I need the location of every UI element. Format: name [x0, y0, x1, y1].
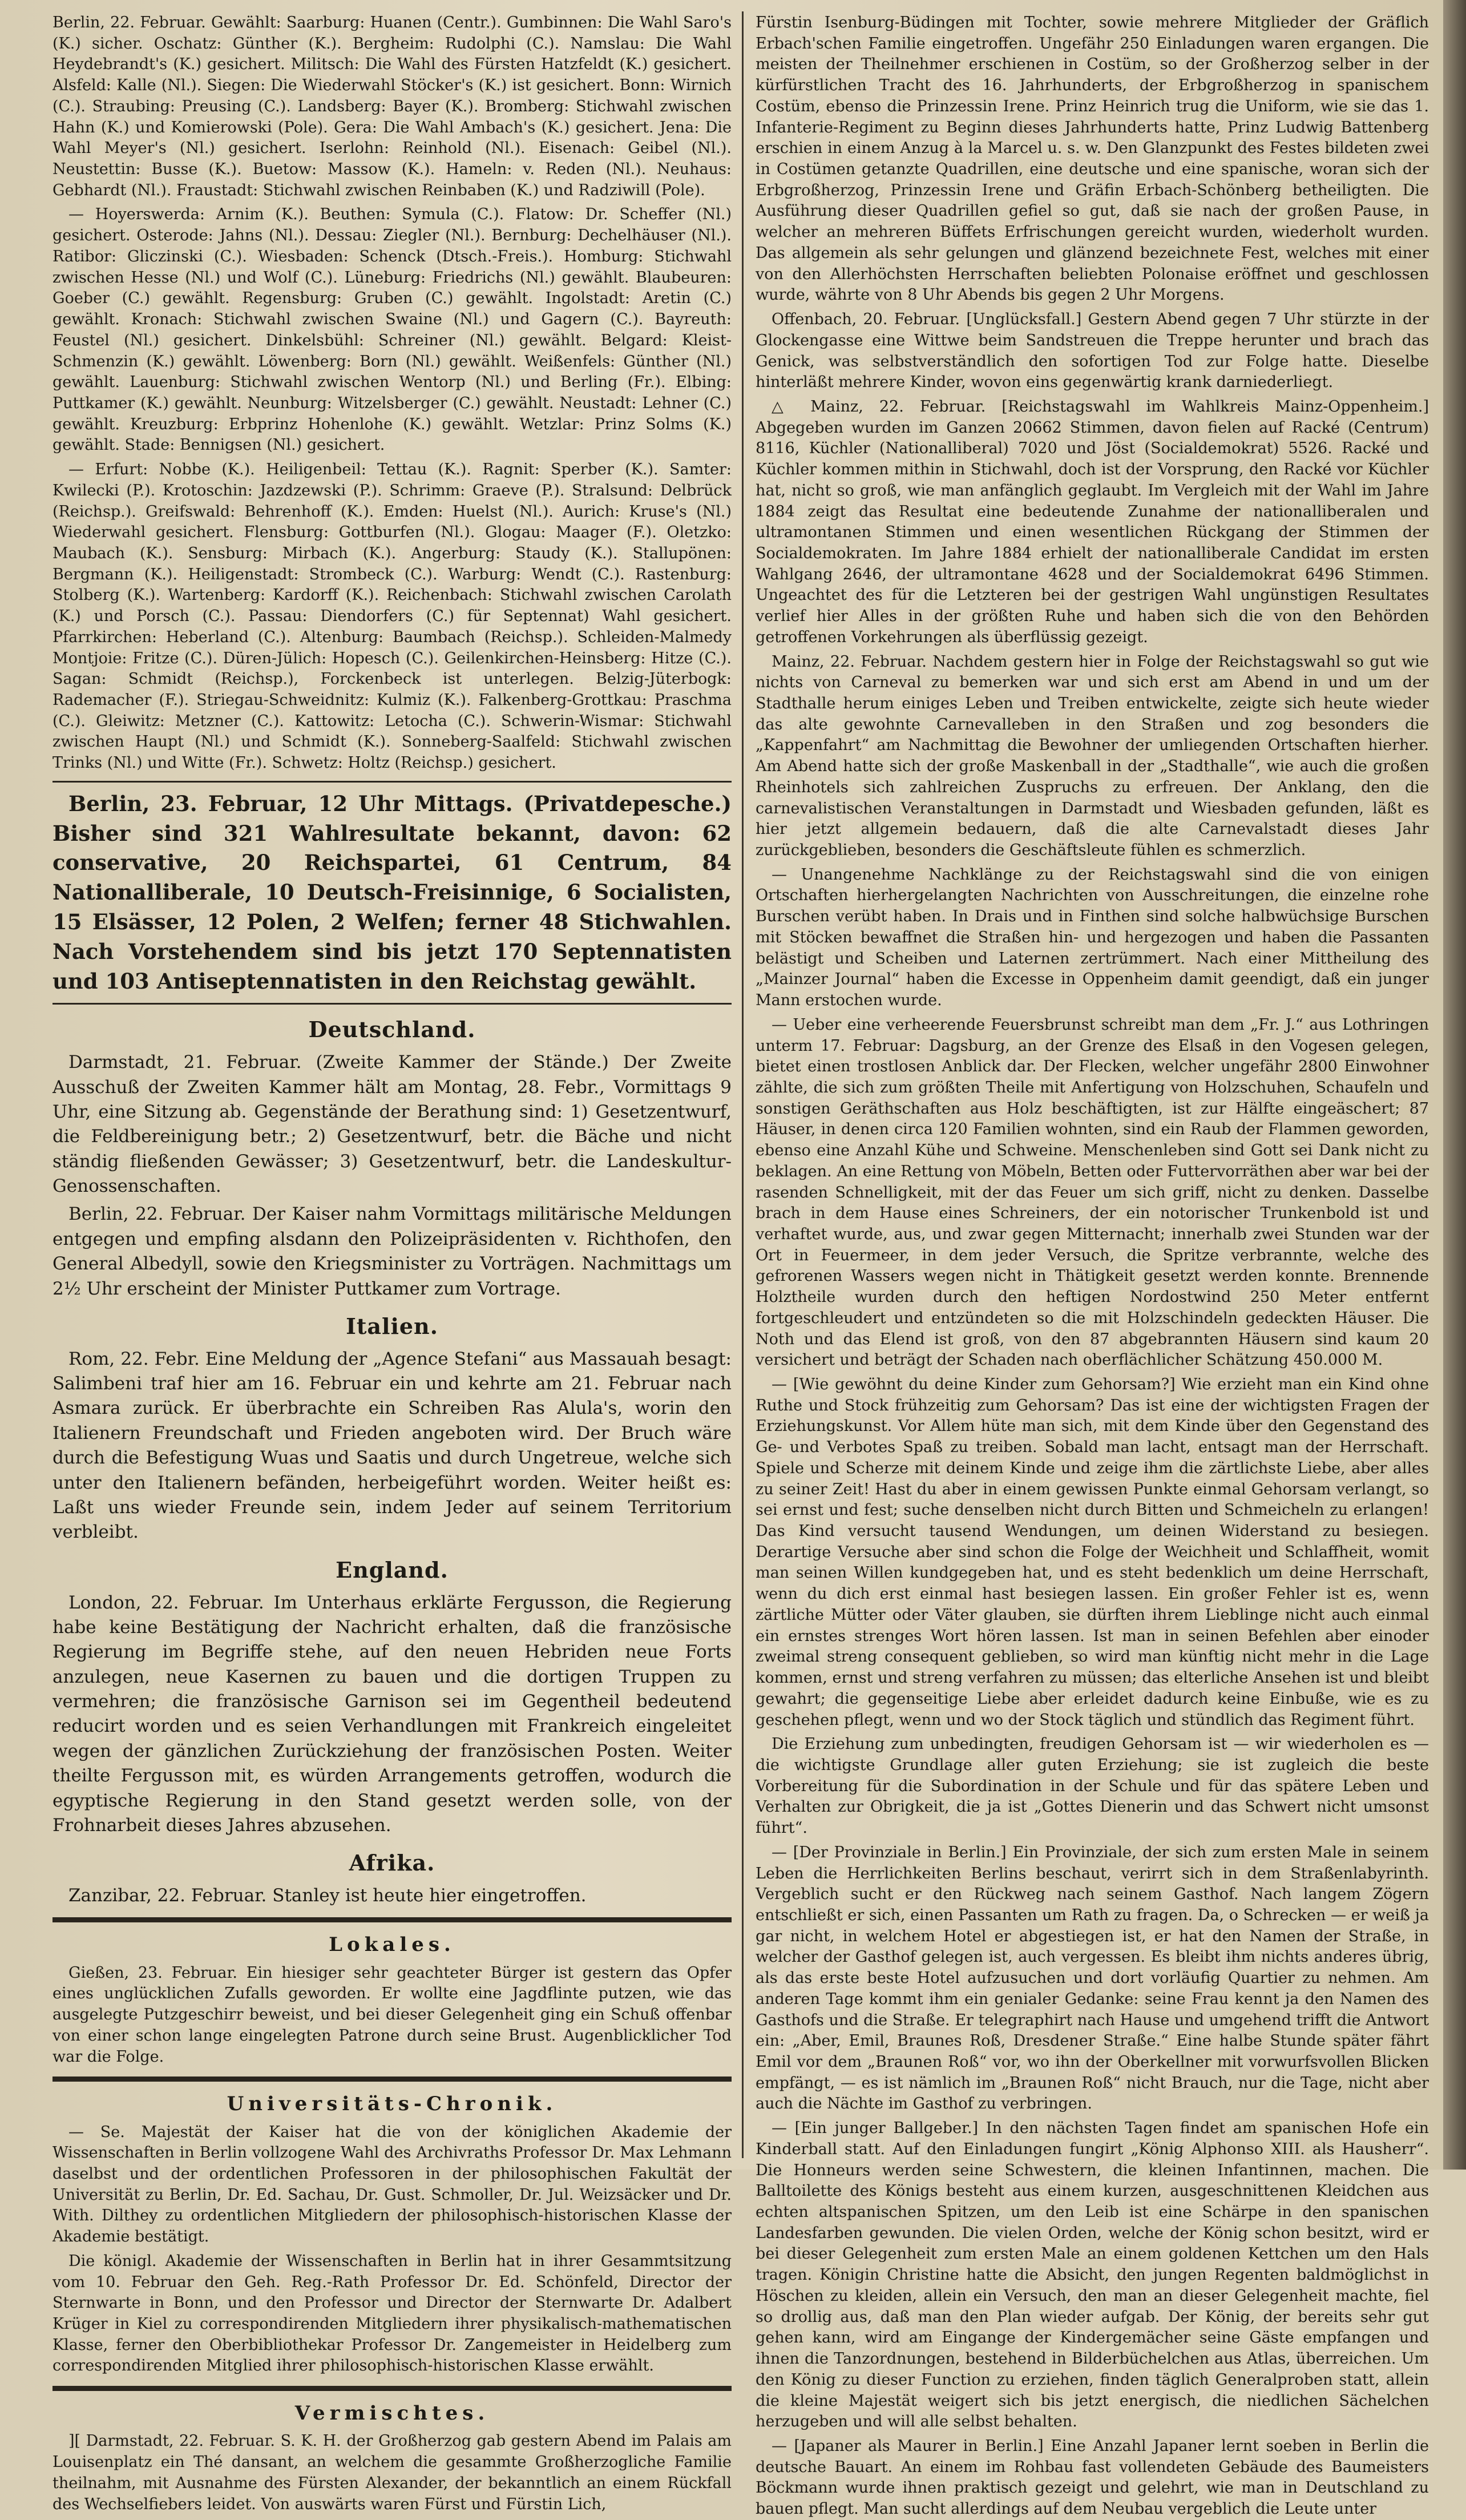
divider: [52, 781, 732, 783]
summary-bulletin: Berlin, 23. Februar, 12 Uhr Mittags. (Privatdepesche.) Bisher sind 321 Wahlresultate bekannt, davon: 62 conservative, 20 Reichspartei, 61 Centrum, 84 Nationalliberale, 10 Deutsch-Freisinnige, 6 Socialisten, 15 Elsässer, 12 Polen, 2 Welfen; ferner 48 Stichwahlen. Nach Vorstehendem sind bis jetzt 170 Septennatisten und 103 Antiseptennatisten in den Reichstag gewählt.: [52, 791, 732, 994]
article-gehorsam: — [Wie gewöhnt du deine Kinder zum Gehorsam?] Wie erzieht man ein Kind ohne Ruthe und Stock frühzeitig zum Gehorsam? Das ist eine der wichtigsten Fragen der Erziehungskunst. Vor Allem hüte man sich, mit dem Kinde über den Gegenstand des Ge- und Verbotes Spaß zu treiben. Sobald man lacht, entsagt man der Herrschaft. Spiele und Scherze mit deinem Kinde und zeige ihm die zärtlichste Liebe, aber alles zu seiner Zeit! Hast du aber in einem gewissen Punkte einmal Gehorsam verlangt, so sei ernst und fest; suche denselben nicht durch Bitten und Schmeicheln zu erlangen! Das Kind versucht tausend Wendungen, um deinen Widerstand zu besiegen. Derartige Versuche aber sind schon die Folge der Weichheit und Schlaffheit, womit man seinen Willen kundgegeben hat, und es steht bedenklich um deine Herrschaft, wenn du dich erst einmal hast besiegen lassen. Ein großer Fehler ist es, wenn zärtliche Mütter oder Väter glauben, sie dürften ihrem Lieblinge nicht auch einmal ein ernstes strenges Wort hören lassen. Ist man in seinen Befehlen aber einoder zweimal streng consequent geblieben, so wird man künftig nicht mehr in die Lage kommen, ernst und streng verfahren zu müssen; das elterliche Ansehen ist und bleibt gewahrt; die gegenseitige Liebe aber erleidet dadurch keine Einbuße, wie es zu geschehen pflegt, wenn und wo der Stock täglich und stündlich das Regiment führt.: [756, 1376, 1429, 1729]
divider: [52, 1003, 732, 1005]
section-heading-italien: Italien.: [346, 1313, 438, 1340]
article-mainz-wahl: △ Mainz, 22. Februar. [Reichstagswahl im Wahlkreis Mainz-Oppenheim.] Abgegeben wurden im Ganzen 20662 Stimmen, davon fielen auf Racké (Centrum) 8116, Küchler (Nationalliberal) 7020 und Jöst (Socialdemokrat) 5526. Racké und Küchler kommen mithin in Stichwahl, doch ist der Vorsprung, den Racké vor Küchler hat, nicht so groß, wie man anfänglich geglaubt. Im Vergleich mit der Wahl im Jahre 1884 zeigt das Resultat eine bedeutende Zunahme der nationalliberalen und ultramontanen Stimmen und einen wesentlichen Rückgang der Stimmen der Socialdemokraten. Im Jahre 1884 erhielt der nationalliberale Candidat im ersten Wahlgang 2646, der ultramontane 4628 und der Socialdemokrat 6496 Stimmen. Ungeachtet des für die Letzteren bei der gestrigen Wahl ungünstigen Resultates verlief hier Alles in der größten Ruhe und haben sich die von den Behörden getroffenen Vorkehrungen als überflüssig gezeigt.: [756, 397, 1429, 646]
section-heading-england: England.: [336, 1557, 449, 1583]
article-offenbach: Offenbach, 20. Februar. [Unglücksfall.] Gestern Abend gegen 7 Uhr stürzte in der Glockengasse eine Wittwe beim Sandstreuen die Treppe herunter und brach das Genick, was selbstverständlich den sofortigen Tod zur Folge hatte. Dieselbe hinterläßt mehrere Kinder, wovon eins gegenwärtig krank darniederliegt.: [756, 311, 1429, 392]
election-results-paragraph: — Erfurt: Nobbe (K.). Heiligenbeil: Tettau (K.). Ragnit: Sperber (K.). Samter: Kwilecki (P.). Krotoschin: Jazdzewski (P.). Schrimm: Graeve (P.). Stralsund: Delbrück (Reichsp.). Greifswald: Behrenhoff (K.). Emden: Huelst (Nl.). Aurich: Kruse's (Nl.) Wiederwahl gesichert. Flensburg: Gottburfen (Nl.). Glogau: Maager (F.). Oletzko: Maubach (K.). Sensburg: Mirbach (K.). Angerburg: Staudy (K.). Stallupönen: Bergmann (K.). Heiligenstadt: Strombeck (C.). Warburg: Wendt (C.). Rastenburg: Stolberg (K.). Wartenberg: Kardorff (K.). Reichenbach: Stichwahl zwischen Carolath (K.) und Porsch (C.). Passau: Diendorfers (C.) für Septennat) Wahl gesichert. Pfarrkirchen: Heberland (C.). Altenburg: Baumbach (Reichsp.). Schleiden-Malmedy Montjoie: Fritze (C.). Düren-Jülich: Hopesch (C.). Geilenkirchen-Heinsberg: Hitze (C.). Sagan: Schmidt (Reichsp.), Forckenbeck ist unterlegen. Belzig-Jüterbogk: Rademacher (F.). Striegau-Schweidnitz: Kulmiz (K.). Falkenberg-Grottkau: Praschma (C.). Gleiwitz: Metzner (C.). Kattowitz: Letocha (C.). Schwerin-Wismar: Stichwahl zwischen Haupt (Nl.) und Schmidt (K.). Sonneberg-Saalfeld: Stichwahl zwischen Trinks (Nl.) und Witte (Fr.). Schwetz: Holtz (Reichsp.) gesichert.: [52, 461, 732, 772]
article-berlin-kaiser: Berlin, 22. Februar. Der Kaiser nahm Vormittags militärische Meldungen entgegen und empfing alsdann den Polizeipräsidenten v. Richthofen, den General Albedyll, sowie den Kriegsminister zu Vorträgen. Nachmittags um 2½ Uhr erscheint der Minister Puttkamer zum Vortrage.: [52, 1204, 732, 1299]
article-universitaet: Die königl. Akademie der Wissenschaften in Berlin hat in ihrer Gesammtsitzung vom 10. Februar den Geh. Reg.-Rath Professor Dr. Ed. Schönfeld, Director der Sternwarte in Bonn, und den Professor und Director der Sternwarte Dr. Adalbert Krüger in Kiel zu correspondirenden Mitgliedern ihrer physikalisch-mathematischen Klasse, ferner den Oberbibliothekar Professor Dr. Zangemeister in Heidelberg zum correspondirenden Mitglied ihrer philosophisch-historischen Klasse erwählt.: [52, 2252, 732, 2375]
article-darmstadt-ball: ][ Darmstadt, 22. Februar. S. K. H. der Großherzog gab gestern Abend im Palais am Louisenplatz ein Thé dansant, an welchem die gesammte Großherzogliche Familie theilnahm, mit Ausnahme des Fürsten Alexander, der bekanntlich an einem Rückfall des Wechselfiebers leidet. Von auswärts waren Fürst und Fürstin Lich,: [52, 2432, 732, 2513]
section-heading-afrika: Afrika.: [349, 1850, 435, 1876]
article-darmstadt-ball-continued: Fürstin Isenburg-Büdingen mit Tochter, sowie mehrere Mitglieder der Gräflich Erbach'schen Familie eingetroffen. Ungefähr 250 Einladungen waren ergangen. Die meisten der Theilnehmer erschienen in Costüm, so der Großherzog selber in der kürfürstlichen Tracht des 16. Jahrhunderts, der Erbgroßherzog in spanischem Costüm, ebenso die Prinzessin Irene. Prinz Heinrich trug die Uniform, wie sie das 1. Infanterie-Regiment zu Beginn dieses Jahrhunderts hatte, Prinz Ludwig Battenberg erschien in einem Anzug à la Marcel u. s. w. Den Glanzpunkt des Festes bildeten zwei in Costümen getanzte Quadrillen, eine deutsche und eine spanische, woran sich der Erbgroßherzog, Prinzessin Irene und Gräfin Erbach-Schönberg betheiligten. Die Ausführung dieser Quadrillen gefiel so gut, daß sie nach der großen Pause, in welcher an mehreren Büffets Erfrischungen gereicht wurden, wiederholt wurden. Das allgemein als sehr gelungen und glänzend bezeichnete Fest, welches mit einer von den Allerhöchsten Herrschaften beliebten Polonaise eröffnet und geschlossen wurde, währte von 8 Uhr Abends bis gegen 2 Uhr Morgens.: [756, 14, 1429, 304]
article-feuersbrunst: — Ueber eine verheerende Feuersbrunst schreibt man dem „Fr. J.“ aus Lothringen unterm 17. Februar: Dagsburg, an der Grenze des Elsaß in den Vogesen gelegen, bietet einen trostlosen Anblick dar. Der Flecken, welcher ungefähr 2800 Einwohner zählte, die sich zum größten Theile mit Anfertigung von Holzschuhen, Schaufeln und sonstigen Geräthschaften aus Holz beschäftigten, ist zur Hälfte eingeäschert; 87 Häuser, in denen circa 120 Familien wohnten, sind ein Raub der Flammen geworden, ebenso eine Anzahl Kühe und Schweine. Menschenleben sind Gott sei Dank nicht zu beklagen. An eine Rettung von Möbeln, Betten oder Futtervorräthen aber war bei der rasenden Schnelligkeit, mit der das Feuer um sich griff, nicht zu denken. Dasselbe brach in dem Hause eines Schreiners, der ein notorischer Trunkenbold ist und verhaftet wurde, aus, und zwar gegen Mitternacht; innerhalb zwei Stunden war der Ort in Feuermeer, in dem jeder Versuch, die Spritze verbrannte, welche des gefrorenen Wassers wegen nicht in Thätigkeit gesetzt werden konnte. Brennende Holztheile wurden durch den heftigen Nordostwind 250 Meter entfernt fortgeschleudert und entzündeten so die mit Holzschindeln gedeckten Häuser. Die Noth und das Elend ist groß, von den 87 abgebrannten Häusern sind kaum 20 versichert und beträgt der Schaden nach oberflächlicher Schätzung 450.000 M.: [756, 1015, 1429, 1369]
left-column: [52, 13, 732, 2513]
election-results-paragraph: Berlin, 22. Februar. Gewählt: Saarburg: Huanen (Centr.). Gumbinnen: Die Wahl Saro's (K.) sicher. Oschatz: Günther (K.). Bergheim: Rudolphi (C.). Namslau: Die Wahl Heydebrandt's (K.) gesichert. Militsch: Die Wahl des Fürsten Hatzfeldt (K.) gesichert. Alsfeld: Kalle (Nl.). Siegen: Die Wiederwahl Stöcker's (K.) ist gesichert. Bonn: Wirnich (C.). Straubing: Preusing (C.). Landsberg: Bayer (K.). Bromberg: Stichwahl zwischen Hahn (K.) und Komierowski (Pole). Gera: Die Wahl Ambach's (K.) gesichert. Jena: Die Wahl Meyer's (Nl.) gesichert. Iserlohn: Reinhold (Nl.). Eisenach: Geibel (Nl.). Neustettin: Busse (K.). Buetow: Massow (K.). Hameln: v. Reden (Nl.). Neuhaus: Gebhardt (Nl.). Fraustadt: Stichwahl zwischen Reinbaben (K.) und Radziwill (Pole).: [52, 14, 732, 199]
article-japaner: — [Japaner als Maurer in Berlin.] Eine Anzahl Japaner lernt soeben in Berlin die deutsche Bauart. An einem im Rohbau fast vollendeten Gebäude des Baumeisters Böckmann wurde ihnen praktisch gezeigt und gelehrt, wie man in Deutschland zu bauen pflegt. Man sucht allerdings auf dem Neubau vergeblich die Leute unter: [756, 2437, 1429, 2518]
article-mainz-carneval: Mainz, 22. Februar. Nachdem gestern hier in Folge der Reichstagswahl so gut wie nichts von Carneval zu bemerken war und sich erst am Abend in und um der Stadthalle herum einiges Leben und Treiben entwickelte, zeigte sich heute wieder das alte gewohnte Carnevalleben in den Straßen und zog besonders die „Kappenfahrt“ am Nachmittag die Bewohner der umliegenden Ortschaften hierher. Am Abend hatte sich der große Maskenball in der „Stadthalle“, wie auch die großen Rheinhotels sich zahlreichen Zuspruchs zu erfreuen. Der Anklang, den die carnevalistischen Veranstaltungen in Darmstadt und Wiesbaden gefunden, läßt es hier jetzt allgemein bedauern, daß die alte Carnevalstadt dieses Jahr zurückgeblieben, besonders die Geschäftsleute fühlen es schmerzlich.: [756, 652, 1429, 860]
article-universitaet: — Se. Majestät der Kaiser hat die von der königlichen Akademie der Wissenschaften in Berlin vollzogene Wahl des Archivraths Professor Dr. Max Lehmann daselbst und der ordentlichen Professoren in der philosophischen Fakultät der Universität zu Berlin, Dr. Ed. Sachau, Dr. Gust. Schmoller, Dr. Jul. Weizsäcker und Dr. With. Dilthey zu ordentlichen Mitgliedern der philosophisch-historischen Klasse der Akademie bestätigt.: [52, 2123, 732, 2246]
article-darmstadt: Darmstadt, 21. Februar. (Zweite Kammer der Stände.) Der Zweite Ausschuß der Zweiten Kammer hält am Montag, 28. Febr., Vormittags 9 Uhr, eine Sitzung ab. Gegenstände der Berathung sind: 1) Gesetzentwurf, die Feldbereinigung betr.; 2) Gesetzentwurf, betr. die Bäche und nicht ständig fließenden Gewässer; 3) Gesetzentwurf, betr. die Landeskultur-Genossenschaften.: [52, 1052, 732, 1197]
column-divider: [742, 11, 744, 2158]
article-provinziale: — [Der Provinziale in Berlin.] Ein Provinziale, der sich zum ersten Male in seinem Leben die Herrlichkeiten Berlins beschaut, verirrt sich in dem Straßenlabyrinth. Vergeblich sucht er den Rückweg nach seinem Gasthof. Nach langem Zögern entschließt er sich, einen Passanten um Rath zu fragen. Da, o Schrecken — er weiß ja gar nicht, in welchem Hotel er abgestiegen ist, er hat den Namen der Straße, in welcher der Gasthof gelegen ist, auch vergessen. Es bleibt ihm nichts anderes übrig, als das erste beste Hotel aufzusuchen und dort vorläufig Quartier zu nehmen. Am anderen Tage kommt ihm ein genialer Gedanke: seine Frau kennt ja den Namen des Gasthofs und die Straße. Er telegraphirt nach Hause und umgehend trifft die Antwort ein: „Aber, Emil, Braunes Roß, Dresdener Straße.“ Eine halbe Stunde später fährt Emil vor dem „Braunen Roß“ vor, wo ihn der Oberkellner mit vorwurfsvollen Blicken empfängt, — es ist nämlich im „Braunen Roß“ nicht Brauch, nur die Tage, nicht aber auch die Nächte im Gasthof zu verbringen.: [756, 1843, 1429, 2113]
divider: [52, 1917, 732, 1922]
article-ballgeber: — [Ein junger Ballgeber.] In den nächsten Tagen findet am spanischen Hofe ein Kinderball statt. Auf den Einladungen fungirt „König Alphonso XIII. als Hausherr“. Die Honneurs werden seine Schwestern, die kleinen Infantinnen, machen. Die Balltoilette des Königs besteht aus einem kurzen, ausgeschnittenen Kleidchen aus echten altspanischen Spitzen, um den Leib ist eine Schärpe in den spanischen Landesfarben gewunden. Die vielen Orden, welche der König schon besitzt, wird er bei dieser Gelegenheit zum ersten Male an einem goldenen Kettchen um den Hals tragen. Königin Christine hatte die Absicht, den jungen Regenten baldmöglichst in Höschen zu kleiden, allein ein Versuch, den man an dieser Gelegenheit machte, fiel so drollig aus, daß man den Plan wieder aufgab. Der König, der bereits sehr gut gehen kann, wird am Eingange der Kindergemächer seine Gäste empfangen und ihnen die Tanzordnungen, bestehend in Bilderbüchelchen aus Atlas, überreichen. Um den König zu dieser Function zu erziehen, finden täglich Generalproben statt, allein die kleine Majestät weigert sich bis jetzt energisch, die niedlichen Sächelchen herzugeben und will alle selbst behalten.: [756, 2119, 1429, 2431]
section-heading-deutschland: Deutschland.: [308, 1017, 476, 1043]
section-heading-universitaets-chronik: Universitäts-Chronik.: [227, 2092, 558, 2116]
article-rom: Rom, 22. Febr. Eine Meldung der „Agence Stefani“ aus Massauah besagt: Salimbeni traf hier am 16. Februar ein und kehrte am 21. Februar nach Asmara zurück. Er überbrachte ein Schreiben Ras Alula's, worin den Italienern Freundschaft und Frieden angeboten wird. Der Bruch wäre durch die Befestigung Wuas und Saatis und durch Ungetreue, welche sich unter den Italienern befänden, herbeigeführt worden. Weiter heißt es: Laßt uns wieder Freunde sein, indem Jeder auf seinem Territorium verbleibt.: [52, 1348, 732, 1543]
article-zanzibar: Zanzibar, 22. Februar. Stanley ist heute hier eingetroffen.: [68, 1885, 587, 1906]
section-heading-vermischtes: Vermischtes.: [294, 2402, 490, 2425]
article-giessen: Gießen, 23. Februar. Ein hiesiger sehr geachteter Bürger ist gestern das Opfer eines unglücklichen Zufalls geworden. Er wollte eine Jagdflinte putzen, wie das ausgelegte Putzgeschirr beweist, und bei dieser Gelegenheit ging ein Schuß offenbar von einer schon lange eingelegten Patrone durch seine Brust. Augenblicklicher Tod war die Folge.: [52, 1963, 732, 2066]
article-gehorsam: Die Erziehung zum unbedingten, freudigen Gehorsam ist — wir wiederholen es — die wichtigste Grundlage aller guten Erziehung; sie ist zugleich die beste Vorbereitung für die Subordination in der Schule und für das spätere Leben und Verhalten zur Obrigkeit, die ja ist „Gottes Dienerin und das Schwert nicht umsonst führt“.: [756, 1735, 1429, 1837]
divider: [52, 2386, 732, 2391]
article-mainz-excesse: — Unangenehme Nachklänge zu der Reichstagswahl sind die von einigen Ortschaften hierhergelangten Nachrichten von Ausschreitungen, die einzelne rohe Burschen verübt haben. In Drais und in Finthen sind solche halbwüchsige Burschen mit Stöcken bewaffnet die Straßen hin- und hergezogen und haben die Passanten belästigt und Scheiben und Laternen zertrümmert. Nach einer Mittheilung des „Mainzer Journal“ haben die Excesse in Oppenheim damit geendigt, daß ein junger Mann erstochen wurde.: [756, 865, 1429, 1010]
section-heading-lokales: Lokales.: [329, 1933, 455, 1957]
election-results-paragraph: — Hoyerswerda: Arnim (K.). Beuthen: Symula (C.). Flatow: Dr. Scheffer (Nl.) gesichert. Osterode: Jahns (Nl.). Dessau: Ziegler (Nl.). Bernburg: Dechelhäuser (Nl.). Ratibor: Gliczinski (C.). Wiesbaden: Schenck (Dtsch.-Freis.). Homburg: Stichwahl zwischen Hesse (Nl.) und Wolf (C.). Lüneburg: Friedrichs (Nl.) gewählt. Blaubeuren: Goeber (C.) gewählt. Regensburg: Gruben (C.) gewählt. Ingolstadt: Aretin (C.) gewählt. Kronach: Stichwahl zwischen Swaine (Nl.) und Gagern (C.). Bayreuth: Feustel (Nl.) gesichert. Dinkelsbühl: Schreiner (Nl.) gewählt. Belgard: Kleist-Schmenzin (K.) gewählt. Löwenberg: Born (Nl.) gewählt. Weißenfels: Günther (Nl.) gewählt. Lauenburg: Stichwahl zwischen Wentorp (Nl.) und Berling (Fr.). Elbing: Puttkamer (K.) gewählt. Neunburg: Witzelsberger (C.) gewählt. Neustadt: Lehner (C.) gewählt. Kreuzburg: Erbprinz Hohenlohe (K.) gewählt. Wetzlar: Prinz Solms (K.) gewählt. Stade: Bennigsen (Nl.) gesichert.: [52, 205, 732, 454]
divider: [52, 2077, 732, 2082]
page-edge: [1443, 0, 1466, 2170]
right-column: [756, 13, 1429, 2518]
article-london: London, 22. Februar. Im Unterhaus erklärte Fergusson, die Regierung habe keine Bestätigung der Nachricht erhalten, daß die französische Regierung im Begriffe stehe, auf den neuen Hebriden neue Forts anzulegen, neue Kasernen zu bauen und die dortigen Truppen zu vermehren; die französische Garnison sei im Gegentheil bedeutend reducirt worden und es seien Verhandlungen mit Frankreich eingeleitet wegen der gänzlichen Zurückziehung der französischen Posten. Weiter theilte Fergusson mit, es würden Arrangements getroffen, wodurch die egyptische Regierung in den Stand gesetzt werden solle, von der Frohnarbeit dieses Jahres abzusehen.: [52, 1592, 732, 1836]
